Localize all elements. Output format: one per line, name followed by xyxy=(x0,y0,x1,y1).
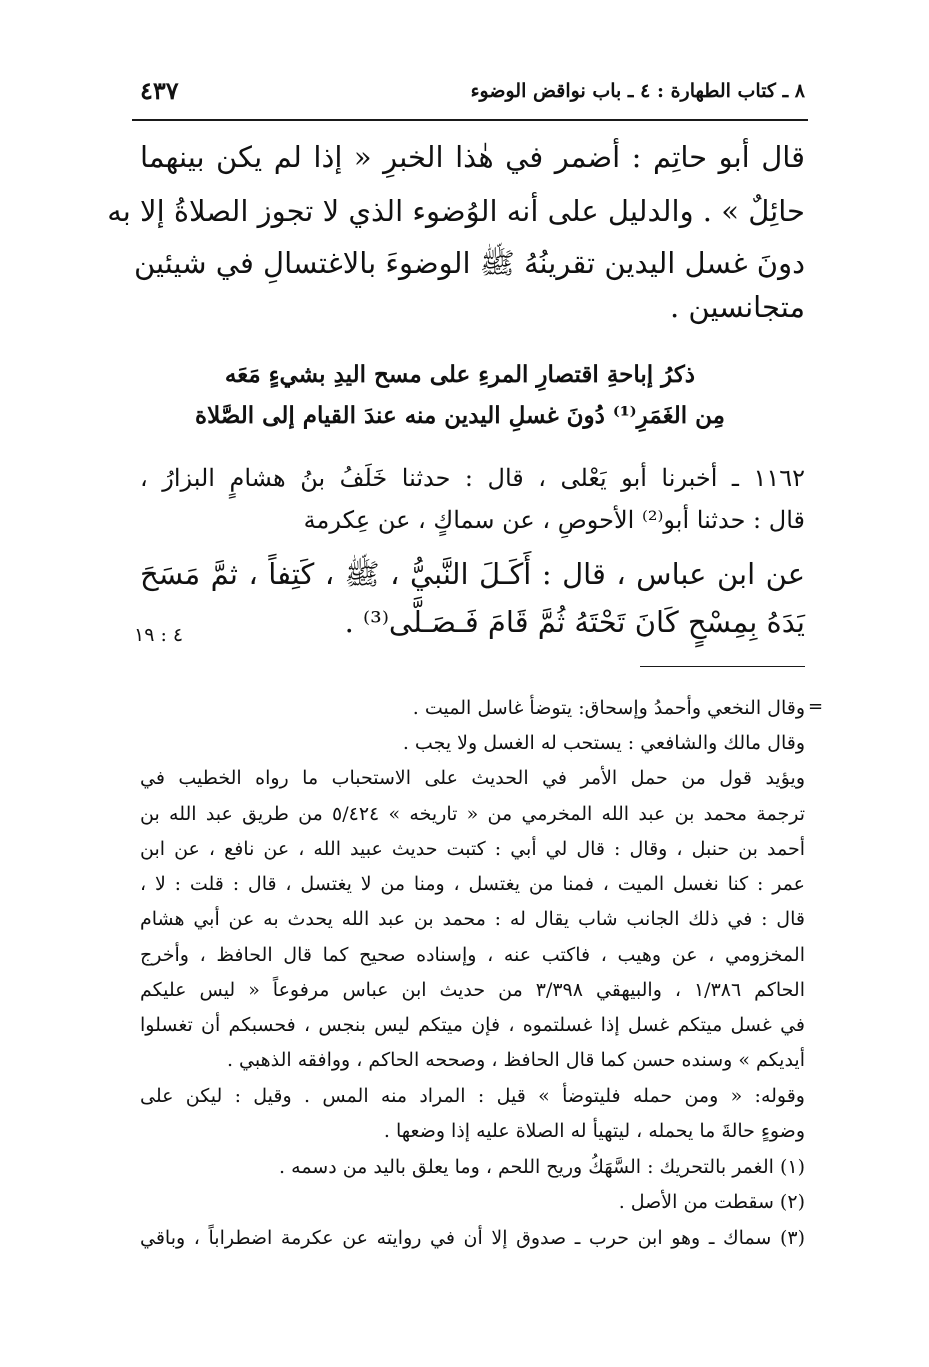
footnote-line: المخزومي ، عن وهيب ، فاكتب عنه ، وإسناده صحيح كما قال الحافظ ، وأخرج xyxy=(140,944,805,966)
footnote-line: عمر : كنا نغسل الميت ، فمنا من يغتسل ، ومنا من لا يغتسل ، قال : قلت : لا ، xyxy=(140,873,805,895)
footnote-line: (١) الغمر بالتحريك : السَّهَكُ وريح اللحم ، وما يعلق باليد من دسمه . xyxy=(279,1156,805,1178)
footnote-line: ويؤيد قول من حمل الأمر في الحديث على الاستحباب ما رواه الخطيب في xyxy=(140,767,805,789)
footnote-line: (٢) سقطت من الأصل . xyxy=(618,1191,805,1213)
footnote-line: أحمد بن حنبل ، وقال : قال لي أبي : كتبت حديث عبيد الله ، عن نافع ، عن ابن xyxy=(140,838,805,860)
footnote-line: وضوءٍ حالةَ ما يحمله ، ليتهيأ له الصلاة عليه إذا وضعها . xyxy=(383,1120,805,1142)
footnote-line: ترجمة محمد بن عبد الله المخرمي من « تاريخه » ٥/٤٢٤ من طريق عبد الله بن xyxy=(140,803,805,825)
footnote-line: أيديكم » وسنده حسن كما قال الحافظ ، وصححه الحاكم ، ووافقه الذهبي . xyxy=(226,1049,805,1071)
footnote-separator xyxy=(640,666,805,667)
chapter-heading-line: مِن الغَمَرِ⁽¹⁾ دُونَ غسلِ اليدين منه عندَ القيام إلى الصَّلاة xyxy=(195,402,725,429)
paragraph-line: حائِلٌ » . والدليل على أنه الوُضوء الذي لا تجوز الصلاةُ إلا به xyxy=(107,194,805,228)
chapter-heading-line: ذكرُ إباحةِ اقتصارِ المرءِ على مسح اليدِ بشيءٍ مَعَه xyxy=(224,361,696,388)
footnote-line: (٣) سماك ـ وهو ابن حرب ـ صدوق إلا أن في روايته عن عكرمة اضطراباً ، وباقي xyxy=(140,1227,805,1249)
footnote-line: في غسل ميتكم غسل إذا غسلتموه ، فإن ميتكم ليس بنجس ، فحسبكم أن تغسلوا xyxy=(140,1014,805,1036)
footnote-line: قال : في ذلك الجانب شاب يقال له : محمد بن عبد الله يحدث به عن أبي هشام xyxy=(140,908,805,930)
footnote-line: وقال النخعي وأحمدُ وإسحاق: يتوضأ غاسل الميت . xyxy=(412,697,805,719)
hadith-isnad-line: قال : حدثنا أبو⁽²⁾ الأحوصِ ، عن سماكٍ ، عن عِكرمة xyxy=(303,506,805,534)
continuation-marker: = xyxy=(808,696,824,717)
page-header xyxy=(140,76,805,114)
paragraph-line: قال أبو حاتِم : أضمر في هٰذا الخبرِ « إذا لم يكن بينهما xyxy=(140,140,805,174)
page-number: ٤٣٧ xyxy=(140,76,179,105)
footnote-line: الحاكم ١/٣٨٦ ، والبيهقي ٣/٣٩٨ من حديث ابن عباس مرفوعاً « ليس عليكم xyxy=(140,979,805,1001)
hadith-reference: ٤ : ١٩ xyxy=(134,624,184,646)
paragraph-line: دونَ غسل اليدين تقرينُهُ ﷺ الوضوءَ بالاغتسالِ في شيئين xyxy=(133,246,805,280)
hadith-matn-line: يَدَهُ بِمِسْحٍ كَانَ تَحْتَهُ ثُمَّ قَامَ فَـصَـلَّى⁽³⁾ . xyxy=(344,605,805,639)
hadith-isnad-line: ١١٦٢ ـ أخبرنا أبو يَعْلى ، قال : حدثنا خَلَفُ بنُ هشامٍ البزارُ ، xyxy=(140,464,805,492)
hadith-matn-line: عن ابن عباس ، قال : أَكَـلَ النَّبيُّ ، ﷺ ، كَتِفاً ، ثمَّ مَسَحَ xyxy=(140,557,805,591)
header-rule xyxy=(132,119,808,121)
footnote-line: وقال مالك والشافعي : يستحب له الغسل ولا يجب . xyxy=(402,732,805,754)
paragraph-line: متجانسين . xyxy=(669,290,805,324)
footnote-line: وقوله: « ومن حمله فليتوضأ » قيل : المراد منه المس . وقيل : ليكن على xyxy=(140,1085,805,1107)
running-head: ٨ ـ كتاب الطهارة : ٤ ـ باب نواقض الوضوء xyxy=(470,80,805,102)
